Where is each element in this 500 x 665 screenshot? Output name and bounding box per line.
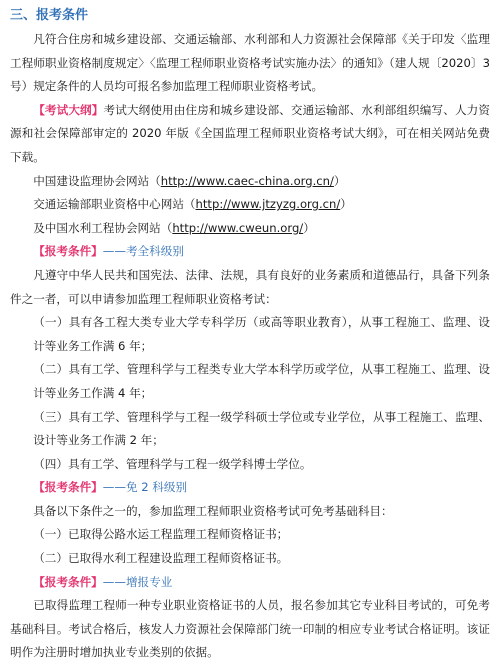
full-intro: 凡遵守中华人民共和国宪法、法律、法规，具有良好的业务素质和道德品行，具备下列条件之一者，可以申请参加监理工程师职业资格考试： bbox=[10, 267, 490, 306]
cweun-link[interactable]: http://www.cweun.org/ bbox=[172, 220, 304, 235]
outline-paragraph bbox=[10, 99, 490, 170]
exempt-item-1: （一）已取得公路水运工程监理工程师资格证书； bbox=[33, 527, 289, 542]
full-item-4: （四）具有工学、管理科学与工程一级学科博士学位。 bbox=[33, 456, 312, 471]
add-sub: ——增报专业 bbox=[102, 574, 173, 589]
website-line-cweun: 及中国水利工程协会网站（http://www.cweun.org/） bbox=[33, 220, 315, 235]
exempt-tag: 【报考条件】 bbox=[33, 480, 103, 495]
section-title: 三、报考条件 bbox=[10, 8, 89, 23]
full-item-3: （三）具有工学、管理科学与工程一级学科硕士学位或专业学位，从事工程施工、监理、设计等业务工作满 2 年； bbox=[33, 409, 490, 448]
exempt-sub: ——免 2 科级别 bbox=[102, 480, 188, 495]
website-line-jtzyzg: 交通运输部职业资格中心网站（http://www.jtzyzg.org.cn/） bbox=[33, 197, 352, 212]
add-heading bbox=[10, 571, 490, 595]
full-sub: ——考全科级别 bbox=[102, 244, 184, 259]
full-tag: 【报考条件】 bbox=[33, 244, 103, 259]
add-tag: 【报考条件】 bbox=[33, 574, 103, 589]
full-subject-heading bbox=[10, 240, 490, 264]
caec-link[interactable]: http://www.caec-china.org.cn/ bbox=[160, 173, 334, 188]
exempt-heading bbox=[10, 476, 490, 500]
outline-tag: 【考试大纲】 bbox=[33, 102, 104, 117]
outline-text: 考试大纲使用由住房和城乡建设部、交通运输部、水利部组织编写、人力资源和社会保障部审定的 2020 年版《全国监理工程师职业资格考试大纲》，可在相关网站免费下载。 bbox=[10, 102, 490, 164]
website-line-caec: 中国建设监理协会网站（http://www.caec-china.org.cn/） bbox=[33, 173, 346, 188]
intro-paragraph: 凡符合住房和城乡建设部、交通运输部、水利部和人力资源社会保障部《关于印发〈监理工程师职业资格制度规定〉〈监理工程师职业资格考试实施办法〉的通知》（建人规〔2020〕3 号）规定条件的人员均可报名参加监理工程师职业资格考试。 bbox=[10, 32, 490, 94]
full-item-1: （一）具有各工程大类专业大学专科学历（或高等职业教育），从事工程施工、监理、设计等业务工作满 6 年； bbox=[33, 315, 490, 353]
jtzyzg-link[interactable]: http://www.jtzyzg.org.cn/ bbox=[195, 197, 341, 212]
exempt-intro: 具备以下条件之一的，参加监理工程师职业资格考试可免考基础科目： bbox=[33, 503, 393, 518]
add-paragraph: 已取得监理工程师一种专业职业资格证书的人员，报名参加其它专业科目考试的，可免考基础科目。考试合格后，核发人力资源社会保障部门统一印制的相应专业考试合格证明。该证明作为注册时增加执业专业类别的依据。 bbox=[10, 598, 490, 660]
full-item-2: （二）具有工学、管理科学与工程类专业大学本科学历或学位，从事工程施工、监理、设计等业务工作满 4 年； bbox=[33, 362, 490, 400]
exempt-item-2: （二）已取得水利工程建设监理工程师资格证书。 bbox=[33, 551, 289, 566]
